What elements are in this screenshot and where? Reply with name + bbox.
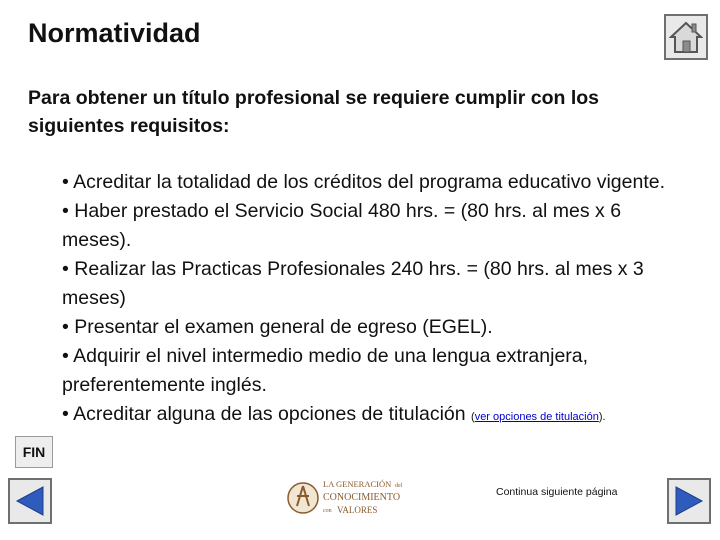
paren-open: ( — [471, 411, 475, 423]
requirement-item-titulacion — [62, 400, 694, 432]
paren-close: ). — [598, 411, 606, 423]
requirements-list — [62, 168, 694, 432]
titulacion-options-link[interactable]: ver opciones de titulación — [474, 411, 599, 423]
requirement-item: • Adquirir el nivel intermedio medio de una lengua extranjera, preferentemente inglés. — [62, 345, 589, 396]
logo — [287, 476, 421, 520]
intro-text: Para obtener un título profesional se requiere cumplir con los siguientes requisitos: — [28, 87, 600, 137]
requirement-item: • Realizar las Practicas Profesionales 240 hrs. = (80 hrs. al mes x 3 meses) — [62, 258, 644, 309]
logo-line4: con — [323, 508, 332, 514]
logo-line2: del — [395, 483, 403, 489]
requirement-item: • Presentar el examen general de egreso (EGEL). — [62, 316, 493, 338]
home-icon — [669, 19, 703, 55]
fin-button[interactable]: FIN — [15, 436, 53, 468]
logo-line5: VALORES — [337, 505, 378, 515]
logo-line3: CONOCIMIENTO — [323, 492, 401, 503]
continue-text: Continua siguiente página — [496, 486, 618, 498]
requirement-text: • Acreditar alguna de las opciones de titulación — [62, 403, 472, 425]
home-button[interactable] — [664, 14, 708, 60]
slide-title: Normatividad — [28, 18, 201, 48]
next-button[interactable] — [667, 478, 711, 524]
logo-line1: LA GENERACIÓN — [323, 479, 392, 489]
triangle-right-icon — [673, 484, 705, 518]
previous-button[interactable] — [8, 478, 52, 524]
triangle-left-icon — [14, 484, 46, 518]
requirement-item: • Haber prestado el Servicio Social 480 hrs. = (80 hrs. al mes x 6 meses). — [62, 200, 622, 251]
requirement-item: • Acreditar la totalidad de los créditos del programa educativo vigente. — [62, 171, 666, 193]
logo-figure-icon — [288, 483, 318, 513]
